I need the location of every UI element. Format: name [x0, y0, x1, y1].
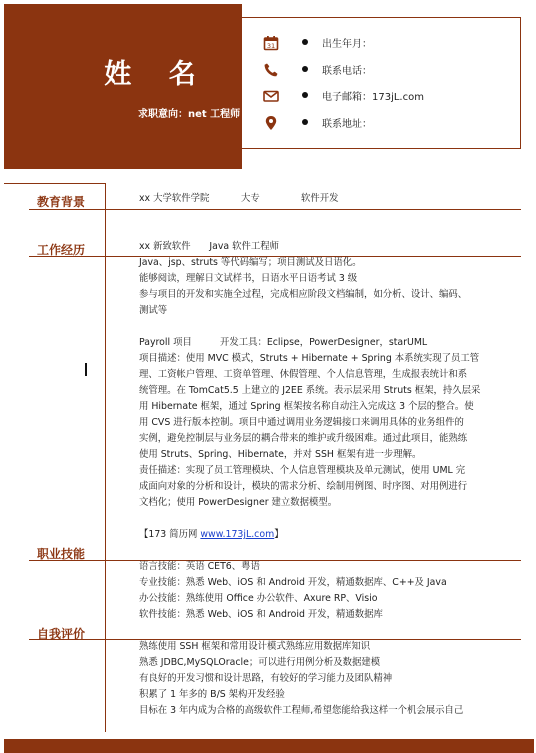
work-line: 用 CVS 进行版本控制。项目中通过调用业务逻辑接口来调用具体的业务组件的 — [139, 417, 464, 428]
bullet-dot — [302, 119, 308, 125]
work-line: 测试等 — [139, 305, 168, 316]
promo-prefix: 【173 简历网 — [139, 529, 201, 540]
text-cursor — [85, 363, 87, 376]
footer-bar — [4, 739, 534, 753]
phone-icon — [263, 62, 279, 78]
work-line: 实例，避免控制层与业务层的耦合带来的维护或升级困难。通过此项目，能熟练 — [139, 433, 468, 444]
contact-text: 联系地址： — [322, 119, 372, 130]
promo-suffix: 】 — [274, 529, 284, 540]
contact-text: 联系电话： — [322, 66, 372, 77]
name-block — [4, 4, 242, 169]
self-eval-line: 积累了 1 年多的 B/S 架构开发经验 — [139, 689, 285, 700]
skill-line: 软件技能：熟悉 Web、iOS 和 Android 开发，精通数据库 — [139, 609, 383, 620]
contact-row-phone — [240, 60, 520, 80]
self-eval-line: 目标在 3 年内成为合格的高级软件工程师,希望您能给我这样一个机会展示自己 — [139, 705, 464, 716]
skill-line: 专业技能：熟悉 Web、iOS 和 Android 开发，精通数据库、C++及 Java — [139, 577, 447, 588]
location-pin-icon — [263, 115, 279, 131]
bullet-dot — [302, 66, 308, 72]
work-line: 使用 Struts、Spring、Hibernate，并对 SSH 框架有进一步理解。 — [139, 449, 422, 460]
work-line: Java、jsp、struts 等代码编写；项目测试及日语化。 — [139, 257, 362, 268]
bullet-dot — [302, 92, 308, 98]
contact-box — [240, 17, 521, 149]
timeline-divider — [105, 183, 106, 732]
work-line: 参与项目的开发和实施全过程，完成相应阶段文档编制，如分析、设计、编码、 — [139, 289, 468, 300]
work-line: 理、工资帐户管理、工资单管理、休假管理、个人信息管理，生成报表统计和系 — [139, 369, 468, 380]
section-title-work: 工作经历 — [37, 243, 86, 257]
divider-line — [29, 209, 521, 210]
self-eval-line: 熟练使用 SSH 框架和常用设计模式熟练应用数据库知识 — [139, 641, 371, 652]
work-line: Payroll 项目 开发工具：Eclipse，PowerDesigner，starUML — [139, 337, 428, 348]
education-major: 软件开发 — [301, 193, 339, 204]
contact-row-email — [240, 86, 520, 106]
section-title-skills: 职业技能 — [37, 547, 86, 561]
work-line: 统管理。在 TomCat5.5 上建立的 J2EE 系统。表示层采用 Struts 框架，持久层采 — [139, 385, 481, 396]
section-title-self-eval: 自我评价 — [37, 627, 86, 641]
self-eval-line: 熟悉 JDBC,MySQLOracle；可以进行用例分析及数据建模 — [139, 657, 381, 668]
work-line: 项目描述：使用 MVC 模式，Struts + Hibernate + Spring 本系统实现了员工管 — [139, 353, 480, 364]
promo-link[interactable]: www.173jL.com — [200, 529, 275, 540]
candidate-name: 姓 名 — [104, 59, 210, 90]
mail-icon — [263, 88, 279, 104]
contact-row-birth — [240, 33, 520, 53]
job-intent: 求职意向：net 工程师 — [138, 109, 241, 120]
promo-line — [139, 528, 284, 541]
contact-row-address — [240, 113, 520, 133]
work-line: 文档化；使用 PowerDesigner 建立数据模型。 — [139, 497, 338, 508]
divider-line — [4, 183, 105, 184]
bullet-dot — [302, 39, 308, 45]
calendar-icon — [263, 35, 279, 51]
svg-text:31: 31 — [266, 42, 276, 50]
work-line: xx 新致软件 Java 软件工程师 — [139, 241, 279, 252]
work-line: 能够阅读，理解日文试样书，日语水平日语考试 3 级 — [139, 273, 358, 284]
work-line: 成面向对象的分析和设计，模块的需求分析、绘制用例图、时序图、对用例进行 — [139, 481, 468, 492]
skill-line: 办公技能：熟练使用 Office 办公软件、Axure RP、Visio — [139, 593, 378, 604]
self-eval-line: 有良好的开发习惯和设计思路，有较好的学习能力及团队精神 — [139, 673, 393, 684]
section-title-education: 教育背景 — [37, 195, 86, 209]
contact-text: 电子邮箱：173jL.com — [322, 92, 424, 103]
contact-text: 出生年月： — [322, 39, 372, 50]
work-line: 用 Hibernate 框架，通过 Spring 框架按名称自动注入完成这 3 个层的整合。使 — [139, 401, 474, 412]
skill-line: 语言技能：英语 CET6、粤语 — [139, 561, 260, 572]
divider-line — [29, 560, 521, 561]
education-degree: 大专 — [241, 193, 260, 204]
work-line: 责任描述：实现了员工管理模块、个人信息管理模块及单元测试，使用 UML 完 — [139, 465, 466, 476]
education-school: xx 大学软件学院 — [139, 193, 210, 204]
